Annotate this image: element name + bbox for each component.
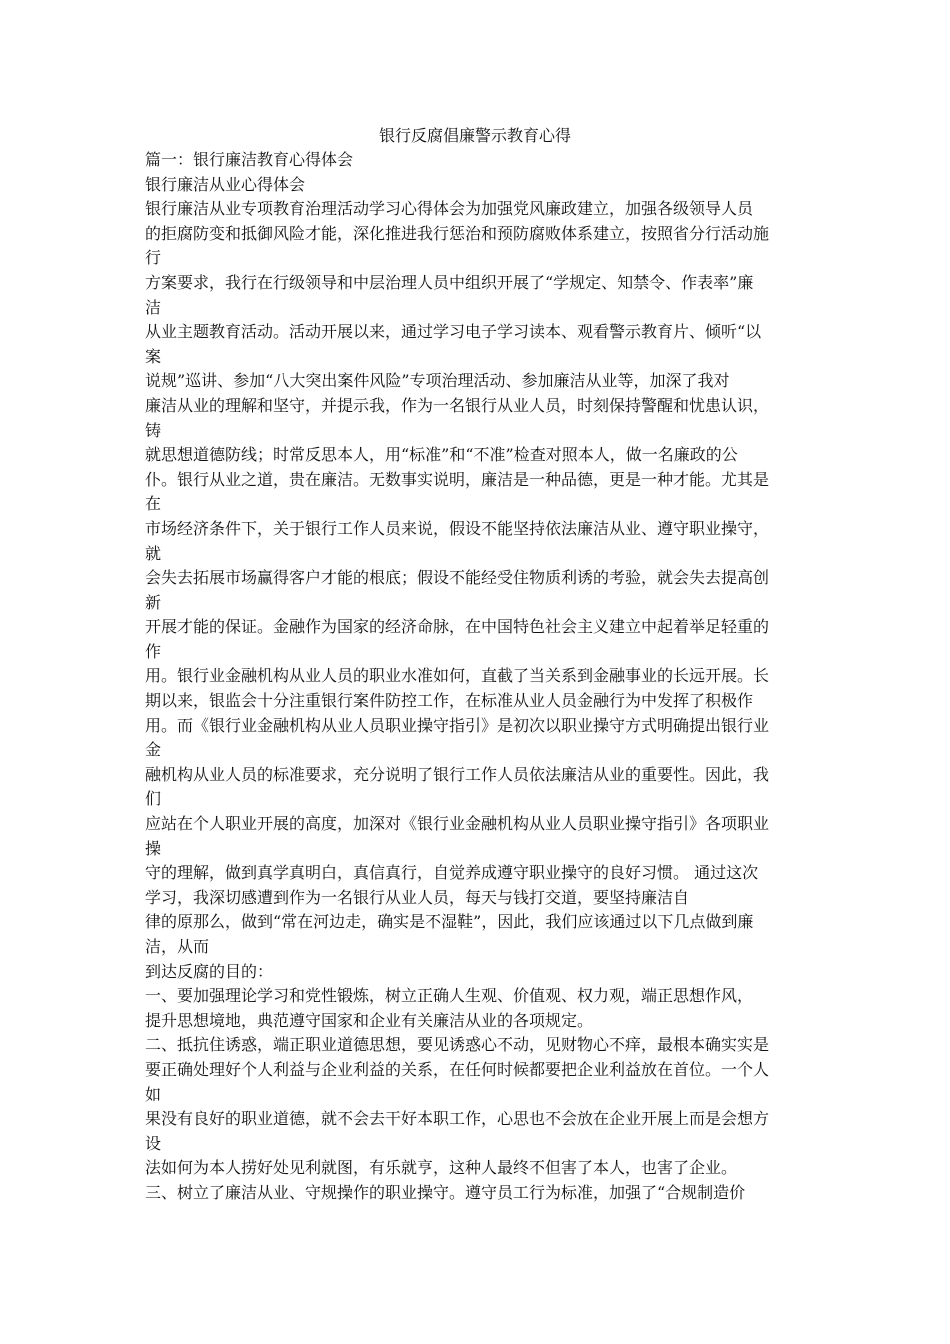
text-line: 新 [145,592,162,612]
text-line: 融机构从业人员的标准要求，充分说明了银行工作人员依法廉洁从业的重要性。因此，我 [145,764,770,784]
text-line: 守的理解，做到真学真明白，真信真行，自觉养成遵守职业操守的良好习惯。 通过这次 [145,863,759,883]
text-line: 案 [145,346,162,366]
text-line: 廉洁从业的理解和坚守，并提示我，作为一名银行从业人员，时刻保持警醒和忧患认识， [145,395,770,415]
text-line: 方案要求，我行在行级领导和中层治理人员中组织开展了“学规定、知禁令、作表率”廉 [145,272,754,292]
text-line: 洁 [145,297,162,317]
text-line: 法如何为本人捞好处见利就图，有乐就亨，这种人最终不但害了本人，也害了企业。 [145,1158,738,1178]
document-title: 银行反腐倡廉警示教育心得 [378,126,571,145]
text-line: 开展才能的保证。金融作为国家的经济命脉，在中国特色社会主义建立中起着举足轻重的 [145,617,770,637]
text-line: 果没有良好的职业道德，就不会去干好本职工作，心思也不会放在企业开展上而是会想方 [145,1109,770,1129]
text-line: 操 [145,838,162,858]
text-line: 从业主题教育活动。活动开展以来，通过学习电子学习读本、观看警示教育片、倾听“以 [145,322,762,342]
text-line: 的拒腐防变和抵御风险才能，深化推进我行惩治和预防腐败体系建立，按照省分行活动施 [145,223,770,243]
text-line: 要正确处理好个人利益与企业利益的关系，在任何时候都要把企业利益放在首位。一个人 [145,1059,770,1079]
text-line: 一、要加强理论学习和党性锻炼，树立正确人生观、价值观、权力观，端正思想作风， [145,986,754,1006]
text-line: 到达反腐的目的： [145,961,274,981]
text-line: 提升思想境地，典范遵守国家和企业有关廉洁从业的各项规定。 [145,1010,594,1030]
text-line: 洁，从而 [145,937,210,956]
text-line: 设 [145,1133,162,1153]
text-line: 用。而《银行业金融机构从业人员职业操守指引》是初次以职业操守方式明确提出银行业 [145,715,770,735]
text-line: 仆。银行从业之道，贵在廉洁。无数事实说明，廉洁是一种品德，更是一种才能。尤其是 [145,469,770,489]
document-body [145,148,815,1206]
text-line: 就思想道德防线；时常反思本人，用“标准”和“不准”检查对照本人，做一名廉政的公 [145,445,738,465]
text-line: 律的原那么，做到“常在河边走，确实是不湿鞋”，因此，我们应该通过以下几点做到廉 [145,912,754,932]
text-line: 应站在个人职业开展的高度，加深对《银行业金融机构从业人员职业操守指引》各项职业 [145,814,770,834]
text-line: 三、树立了廉洁从业、守规操作的职业操守。遵守员工行为标准，加强了“合规制造价 [145,1182,746,1202]
text-line: 银行廉洁从业心得体会 [145,174,306,194]
text-line: 二、抵抗住诱惑，端正职业道德思想，要见诱惑心不动，见财物心不痒，最根本确实实是 [145,1035,770,1055]
text-line: 市场经济条件下，关于银行工作人员来说，假设不能坚持依法廉洁从业、遵守职业操守， [145,518,770,538]
text-line: 金 [145,740,162,760]
text-line: 如 [145,1084,162,1104]
text-line: 作 [145,641,162,661]
text-line: 就 [145,543,162,563]
text-line: 行 [145,248,162,268]
text-line: 们 [145,789,162,809]
text-line: 篇一：银行廉洁教育心得体会 [145,150,354,169]
text-line: 铸 [145,420,162,440]
text-line: 说规”巡讲、参加“八大突出案件风险”专项治理活动、参加廉洁从业等，加深了我对 [145,371,730,391]
text-line: 在 [145,494,162,514]
text-line: 银行廉洁从业专项教育治理活动学习心得体会为加强党风廉政建立，加强各级领导人员 [145,199,754,219]
text-line: 期以来，银监会十分注重银行案件防控工作，在标准从业人员金融行为中发挥了积极作 [145,691,754,711]
text-line: 学习，我深切感遭到作为一名银行从业人员，每天与钱打交道，要坚持廉洁自 [145,887,690,907]
text-line: 用。银行业金融机构从业人员的职业水准如何，直截了当关系到金融事业的长远开展。长 [145,666,770,686]
text-line: 会失去拓展市场赢得客户才能的根底；假设不能经受住物质利诱的考验，就会失去提高创 [145,568,770,588]
